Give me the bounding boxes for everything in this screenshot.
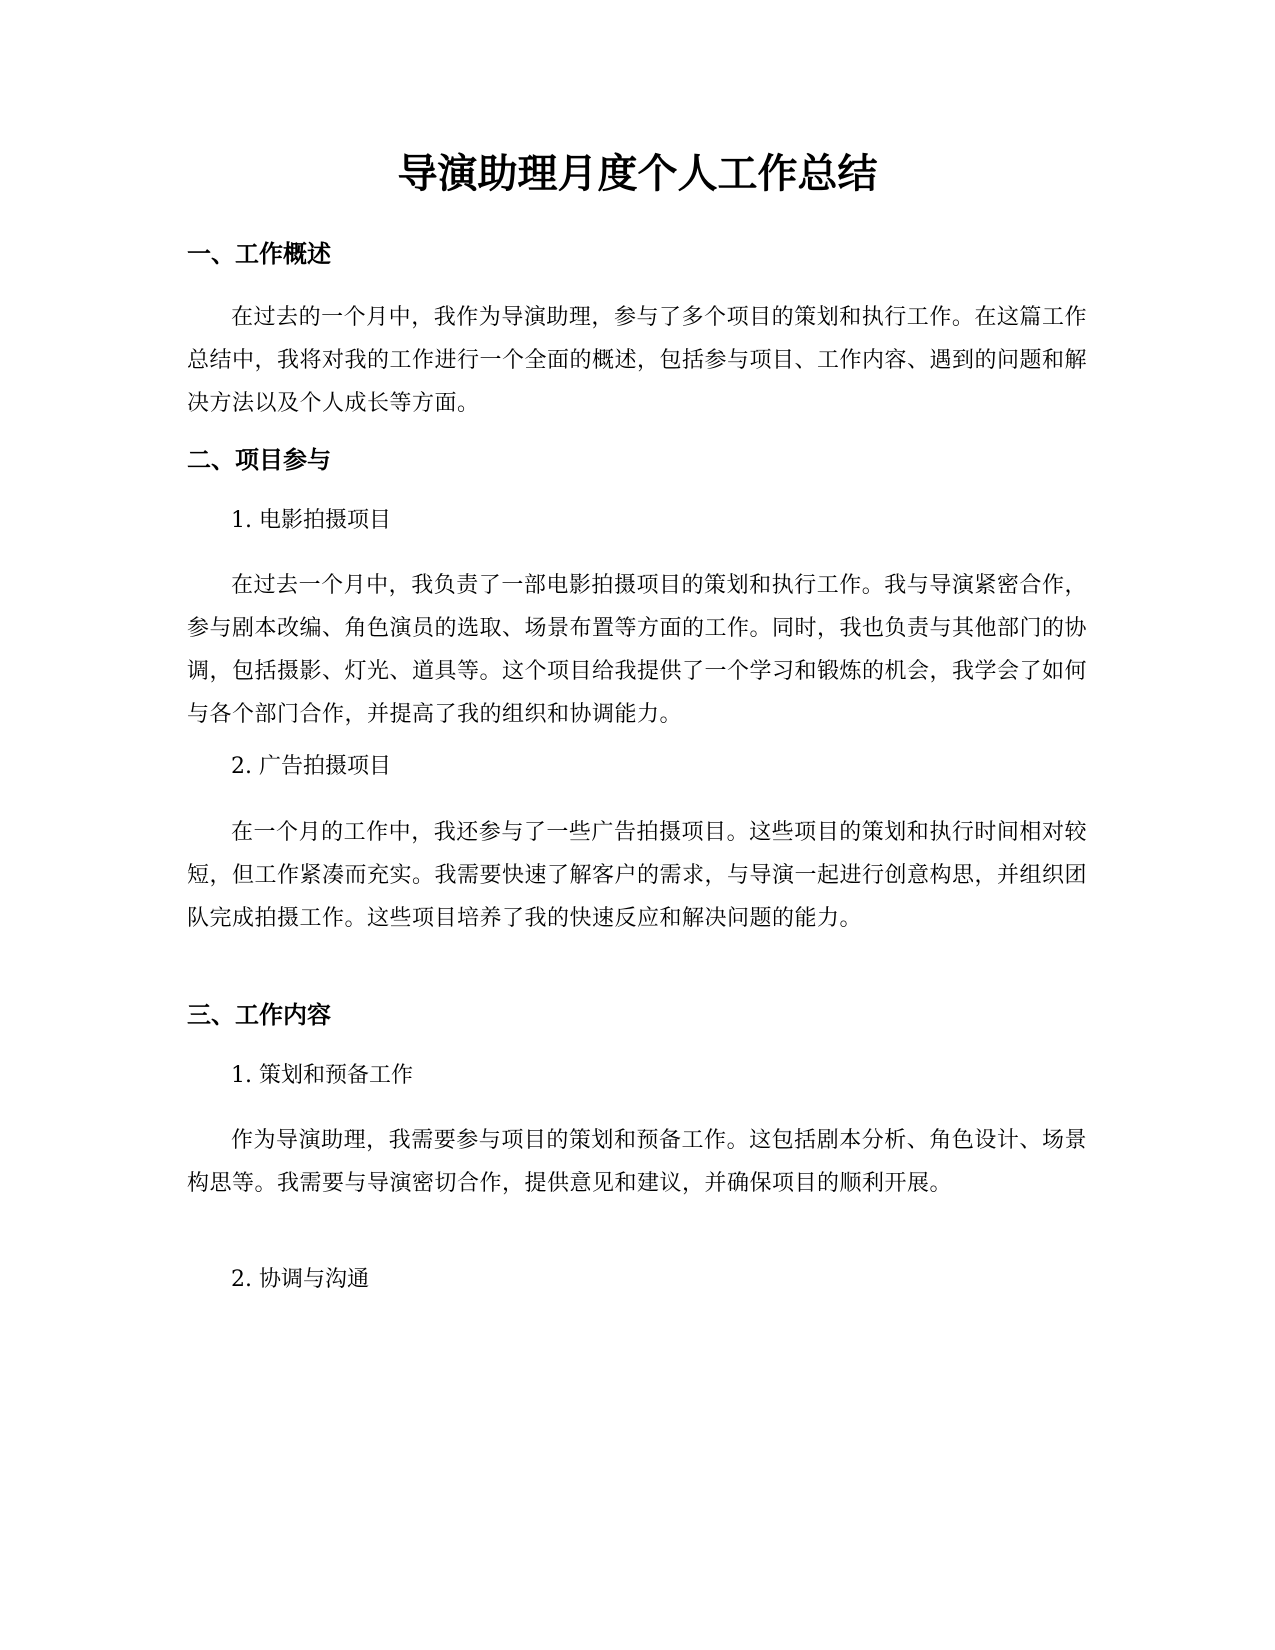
section-overview-paragraph: 在过去的一个月中，我作为导演助理，参与了多个项目的策划和执行工作。在这篇工作总结中，我将对我的工作进行一个全面的概述，包括参与项目、工作内容、遇到的问题和解决方法以及个人成长等方面。 xyxy=(187,305,1088,416)
subheading-planning: 1. 策划和预备工作 xyxy=(231,1063,413,1088)
section-heading-projects: 二、项目参与 xyxy=(187,446,331,474)
subheading-ad-project: 2. 广告拍摄项目 xyxy=(231,754,391,779)
section-heading-work-content: 三、工作内容 xyxy=(187,1001,331,1029)
subheading-coordination: 2. 协调与沟通 xyxy=(231,1267,369,1292)
ad-project-paragraph: 在一个月的工作中，我还参与了一些广告拍摄项目。这些项目的策划和执行时间相对较短，但工作紧凑而充实。我需要快速了解客户的需求，与导演一起进行创意构思，并组织团队完成拍摄工作。这些项目培养了我的快速反应和解决问题的能力。 xyxy=(187,820,1088,931)
film-project-paragraph: 在过去一个月中，我负责了一部电影拍摄项目的策划和执行工作。我与导演紧密合作，参与剧本改编、角色演员的选取、场景布置等方面的工作。同时，我也负责与其他部门的协调，包括摄影、灯光、道具等。这个项目给我提供了一个学习和锻炼的机会，我学会了如何与各个部门合作，并提高了我的组织和协调能力。 xyxy=(187,573,1088,727)
planning-paragraph: 作为导演助理，我需要参与项目的策划和预备工作。这包括剧本分析、角色设计、场景构思等。我需要与导演密切合作，提供意见和建议，并确保项目的顺利开展。 xyxy=(187,1128,1087,1196)
page-title: 导演助理月度个人工作总结 xyxy=(397,151,878,197)
section-heading-overview: 一、工作概述 xyxy=(187,240,331,268)
subheading-film-project: 1. 电影拍摄项目 xyxy=(231,508,391,533)
